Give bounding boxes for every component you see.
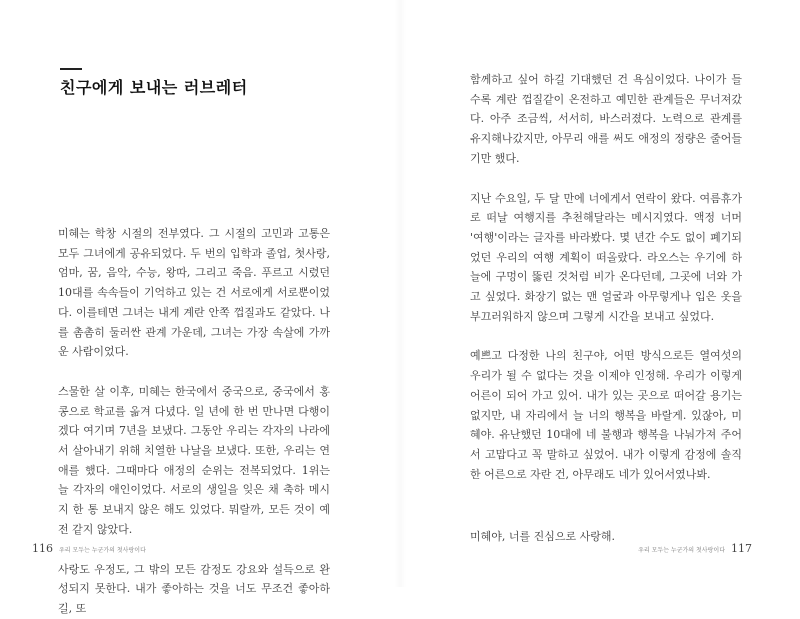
- paragraph: 함께하고 싶어 하길 기대했던 건 욕심이었다. 나이가 들수록 계란 껍질같이 온전하고 예민한 관계들은 무너져갔다. 아주 조금씩, 서서히, 바스러졌다. 노력으로 관계를 유지해나갔지만, 아무리 애를 써도 애정의 정량은 줄어들기만 했다.: [470, 73, 742, 165]
- paragraph: 지난 수요일, 두 달 만에 너에게서 연락이 왔다. 여름휴가로 떠날 여행지를 추천해달라는 메시지였다. 액정 너머 '여행'이라는 글자를 바라봤다. 몇 년간 수도 없이 폐기되었던 우리의 여행 계획이 떠올랐다. 라오스는 우기에 하늘에 구멍이 뚫린 것처럼 비가 온다던데, 그곳에 너와 가고 싶었다. 화장기 없는 맨 얼굴과 아무렇게나 입은 옷을 부끄러워하지 않으며 그렇게 시간을 보내고 싶었다.: [470, 191, 742, 323]
- right-body: [470, 70, 742, 544]
- chapter-title: 친구에게 보내는 러브레터: [60, 78, 248, 97]
- left-folio: [32, 542, 146, 555]
- running-head: 우리 모두는 누군가의 첫사랑이다: [638, 547, 725, 554]
- right-folio: [638, 542, 752, 555]
- right-page: [400, 0, 800, 587]
- paragraph: 스물한 살 이후, 미혜는 한국에서 중국으로, 중국에서 홍콩으로 학교를 옮겨 다녔다. 일 년에 한 번 만나면 다행이겠다 여기며 7년을 보냈다. 그동안 우리는 각자의 나라에서 살아내기 위해 치열한 나날을 보냈다. 또한, 우리는 연애를 했다. 그때마다 애정의 순위는 전복되었다. 1위는 늘 각자의 애인이었다. 서로의 생일을 잊은 채 축하 메시지 한 통 보내지 않은 해도 있었다. 뭐랄까, 모든 것이 예전 같지 않았다.: [58, 384, 330, 536]
- page-number: 117: [731, 542, 752, 555]
- paragraph: 사랑도 우정도, 그 밖의 모든 감정도 강요와 설득으로 완성되지 못한다. 내가 좋아하는 것을 너도 무조건 좋아하길, 또: [58, 562, 330, 615]
- title-rule: [60, 68, 82, 70]
- paragraph: 미혜는 학창 시절의 전부였다. 그 시절의 고민과 고통은 모두 그녀에게 공유되었다. 두 번의 입학과 졸업, 첫사랑, 엄마, 꿈, 음악, 수능, 왕따, 그리고 죽음. 푸르고 시렸던 10대를 속속들이 기억하고 있는 건 서로에게 서로뿐이었다. 이를테면 그녀는 내게 계란 안쪽 껍질과도 같았다. 나를 촘촘히 둘러싼 관계 가운데, 그녀는 가장 속살에 가까운 사람이었다.: [58, 227, 330, 359]
- running-head: 우리 모두는 누군가의 첫사랑이다: [59, 547, 146, 554]
- page-number: 116: [32, 542, 53, 555]
- left-body: [58, 224, 330, 619]
- left-page: [0, 0, 400, 615]
- closing-line: 미혜야, 너를 진심으로 사랑해.: [470, 530, 615, 544]
- paragraph: 예쁘고 다정한 나의 친구야, 어떤 방식으로든 열여섯의 우리가 될 수 없다는 것을 이제야 인정해. 우리가 이렇게 어른이 되어 가고 있어. 내가 있는 곳으로 떠어갈 용기는 없지만, 내 자리에서 늘 너의 행복을 바랄게. 있잖아, 미혜야. 유난했던 10대에 네 불행과 행복을 나눠가져 주어서 고맙다고 꼭 말하고 싶었어. 내가 이렇게 감정에 솔직한 어른으로 자란 건, 아무래도 네가 있어서였나봐.: [470, 349, 742, 481]
